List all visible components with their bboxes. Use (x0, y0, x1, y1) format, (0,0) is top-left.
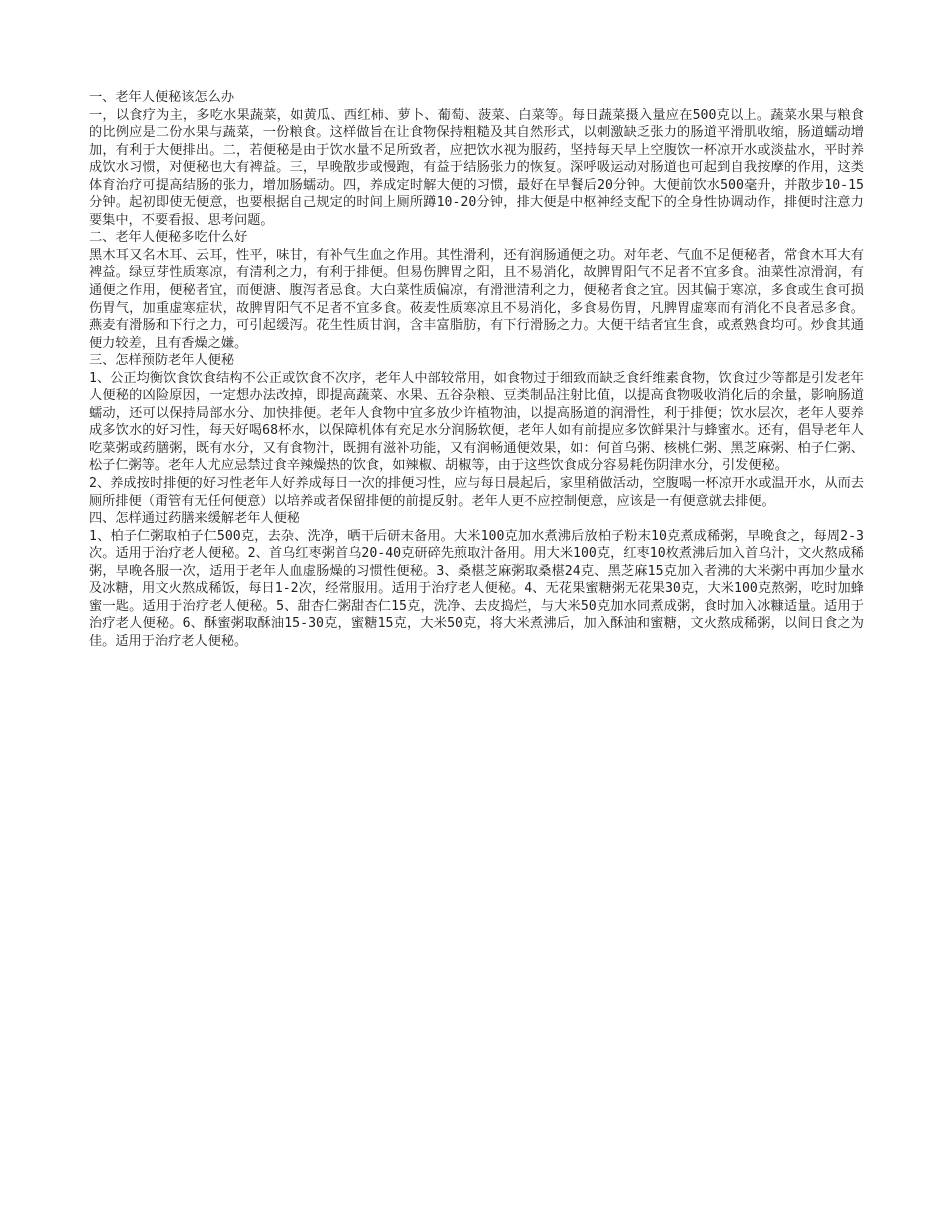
section-heading: 四、怎样通过药膳来缓解老年人便秘 (89, 511, 300, 527)
section-heading: 一、老年人便秘该怎么办 (89, 90, 235, 105)
section-how-to-handle (89, 89, 864, 229)
section-heading: 三、怎样预防老年人便秘 (89, 353, 235, 369)
section-paragraph: 黑木耳又名木耳、云耳，性平，味甘，有补气生血之作用。其性滑利，还有润肠通便之功。对年老、气血不足便秘者，常食木耳大有裨益。绿豆芽性质寒凉，有清利之力，有利于排便。但易伤脾胃之阳，且不易消化，故脾胃阳气不足者不宜多食。油菜性凉滑润，有通便之作用，便秘者宜，而便溏、腹泻者忌食。大白菜性质偏凉，有滑泄清利之力，便秘者食之宜。因其偏于寒凉，多食或生食可损伤胃气，加重虚寒症状，故脾胃阳气不足者不宜多食。莜麦性质寒凉且不易消化，多食易伤胃，凡脾胃虚寒而有消化不良者忌多食。燕麦有滑肠和下行之力，可引起缓泻。花生性质甘润，含丰富脂肪，有下行滑肠之力。大便干结者宜生食，或煮熟食均可。炒食其通便力较差，且有香燥之嫌。 (89, 247, 864, 351)
section-herbal-diet (89, 510, 864, 650)
section-heading: 二、老年人便秘多吃什么好 (89, 230, 248, 246)
section-paragraph: 1、柏子仁粥取柏子仁500克，去杂、洗净，晒干后研末备用。大米100克加水煮沸后放柏子粉末10克煮成稀粥，早晚食之，每周2-3次。适用于治疗老人便秘。2、首乌红枣粥首乌20-40克研碎先煎取汁备用。用大米100克，红枣10枚煮沸后加入首乌汁，文火熬成稀粥，早晚各服一次，适用于老年人血虚肠燥的习惯性便秘。3、桑椹芝麻粥取桑椹24克、黑芝麻15克加入者沸的大米粥中再加少量水及冰糖，用文火熬成稀饭，每日1-2次，经常服用。适用于治疗老人便秘。4、无花果蜜糖粥无花果30克，大米100克熬粥，吃时加蜂蜜一匙。适用于治疗老人便秘。5、甜杏仁粥甜杏仁15克，洗净、去皮捣烂，与大米50克加水同煮成粥，食时加入冰糠适量。适用于治疗老人便秘。6、酥蜜粥取酥油15-30克，蜜糖15克，大米50克，将大米煮沸后，加入酥油和蜜糖，文火熬成稀粥，以间日食之为佳。适用于治疗老人便秘。 (89, 528, 864, 649)
section-paragraph: 一，以食疗为主，多吃水果蔬菜，如黄瓜、西红柿、萝卜、葡萄、菠菜、白菜等。每日蔬菜摄入量应在500克以上。蔬菜水果与粮食的比例应是二份水果与蔬菜，一份粮食。这样做旨在让食物保持粗糙及其自然形式，以刺激缺乏张力的肠道平滑肌收缩，肠道蠕动增加，有利于大便排出。二，若便秘是由于饮水量不足所致者，应把饮水视为服药，坚持每天早上空腹饮一杯凉开水或淡盐水，平时养成饮水习惯，对便秘也大有裨益。三，早晚散步或慢跑，有益于结肠张力的恢复。深呼吸运动对肠道也可起到自我按摩的作用，这类体育治疗可提高结肠的张力，增加肠蠕动。四，养成定时解大便的习惯，最好在早餐后20分钟。大便前饮水500毫升，并散步10-15分钟。起初即使无便意，也要根据自己规定的时间上厕所蹲10-20分钟，排大便是中枢神经支配下的全身性协调动作，排便时注意力要集中，不要看报、思考问题。 (89, 107, 865, 228)
document-body (89, 89, 864, 651)
section-what-to-eat (89, 229, 864, 352)
section-prevention (89, 352, 864, 510)
section-paragraph: 2、养成按时排便的好习性老年人好养成每日一次的排便习性，应与每日晨起后，家里稍做活动，空腹喝一杯凉开水或温开水，从而去厕所排便（甭管有无任何便意）以培养或者保留排便的前提反射。老年人更不应控制便意，应该是一有便意就去排便。 (89, 476, 864, 509)
section-paragraph: 1、公正均衡饮食饮食结构不公正或饮食不次序，老年人中部较常用，如食物过于细致而缺乏食纤维素食物，饮食过少等都是引发老年人便秘的凶险原因，一定想办法改掉，即提高蔬菜、水果、五谷杂粮、豆类制品注射比值，以提高食物吸收消化后的余量，影响肠道蠕动，还可以保持局部水分、加快排便。老年人食物中宜多放少许植物油，以提高肠道的润滑性，利于排便；饮水层次，老年人要养成多饮水的好习性，每天好喝68杯水，以保障机体有充足水分润肠软便，老年人如有前提应多饮鲜果汁与蜂蜜水。还有，倡导老年人吃菜粥或药膳粥，既有水分，又有食物汁，既拥有滋补功能，又有润畅通便效果，如：何首乌粥、核桃仁粥、黑芝麻粥、柏子仁粥、松子仁粥等。老年人尤应忌禁过食辛辣燥热的饮食，如辣椒、胡椒等，由于这些饮食成分容易耗伤阴津水分，引发便秘。 (89, 370, 864, 474)
